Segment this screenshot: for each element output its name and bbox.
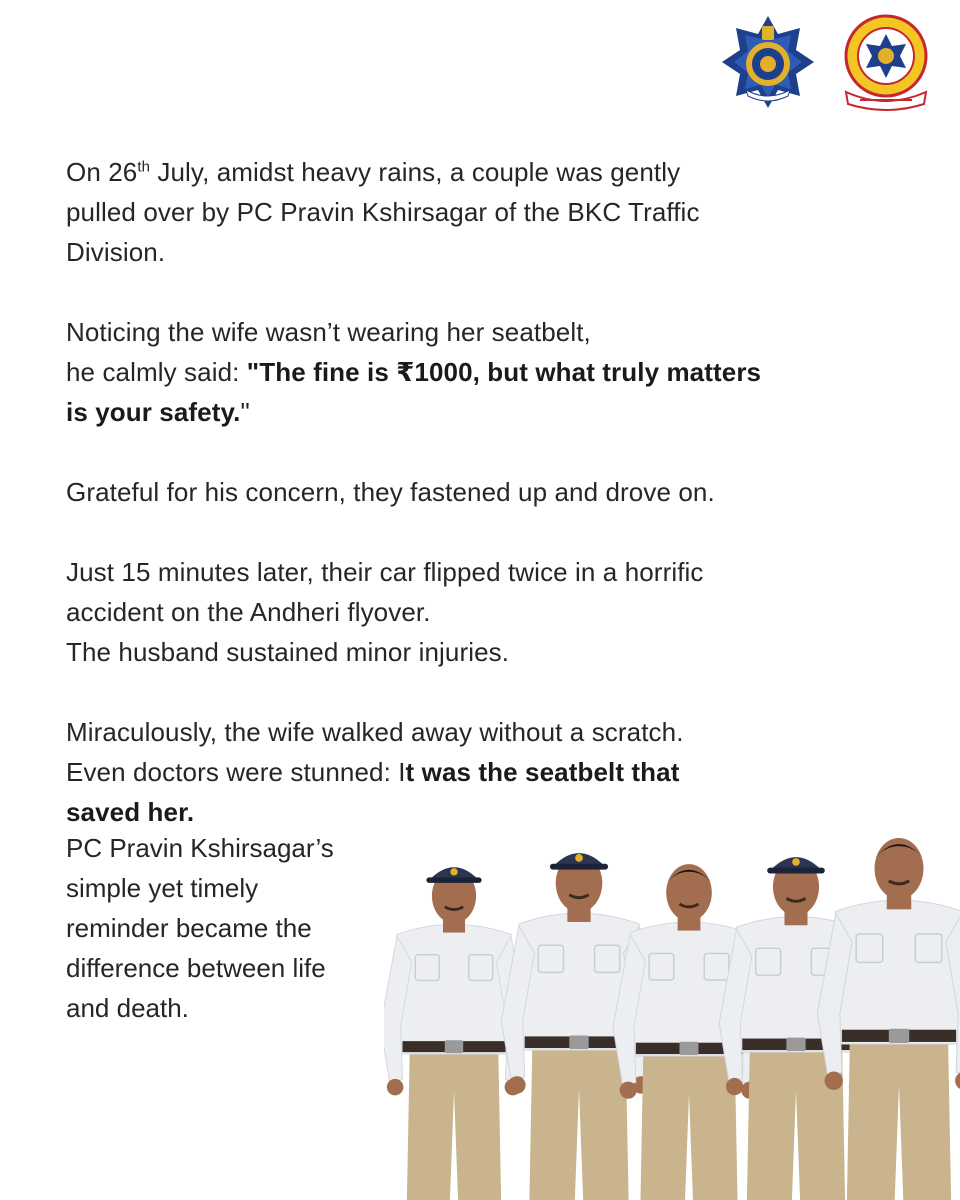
text: On 26	[66, 157, 138, 187]
line	[66, 352, 906, 392]
line	[66, 792, 906, 832]
line: Noticing the wife wasn’t wearing her seatbelt,	[66, 317, 591, 347]
closing-text	[66, 828, 396, 1028]
paragraph-miracle	[66, 712, 906, 832]
paragraph-seatbelt-quote	[66, 312, 906, 432]
line: pulled over by PC Pravin Kshirsagar of the BKC Traffic	[66, 197, 700, 227]
line: accident on the Andheri flyover.	[66, 597, 431, 627]
officers-illustration	[384, 830, 960, 1200]
traffic-control-branch-emblem-icon	[836, 12, 936, 112]
line: simple yet timely	[66, 873, 259, 903]
line: The husband sustained minor injuries.	[66, 637, 510, 667]
paragraph-accident	[66, 552, 906, 672]
line: difference between life	[66, 953, 326, 983]
line	[66, 152, 906, 192]
line: and death.	[66, 993, 189, 1023]
line: Just 15 minutes later, their car flipped twice in a horrific	[66, 557, 704, 587]
line: Division.	[66, 237, 166, 267]
text: he calmly said:	[66, 357, 247, 387]
paragraph-drove-on	[66, 472, 906, 512]
line: PC Pravin Kshirsagar’s	[66, 833, 334, 863]
text: Even doctors were stunned: I	[66, 757, 406, 787]
text: July, amidst heavy rains, a couple was gently	[150, 157, 681, 187]
line	[66, 752, 906, 792]
mumbai-police-emblem-icon	[718, 12, 818, 112]
line	[66, 392, 906, 432]
line: Grateful for his concern, they fastened up and drove on.	[66, 477, 715, 507]
line: reminder became the	[66, 913, 312, 943]
bold-quote: "The fine is ₹1000, but what truly matters	[246, 357, 762, 387]
traffic-police-officers-photo	[384, 830, 960, 1200]
bold-quote: is your safety.	[66, 397, 241, 427]
text: "	[240, 397, 250, 427]
header-logos	[718, 12, 936, 112]
bold-text: saved her.	[66, 797, 195, 827]
paragraph-pullover	[66, 152, 906, 272]
story-text	[66, 152, 906, 872]
ordinal-suffix: th	[137, 158, 151, 176]
line: Miraculously, the wife walked away without a scratch.	[66, 717, 684, 747]
bold-text: t was the seatbelt that	[405, 757, 680, 787]
